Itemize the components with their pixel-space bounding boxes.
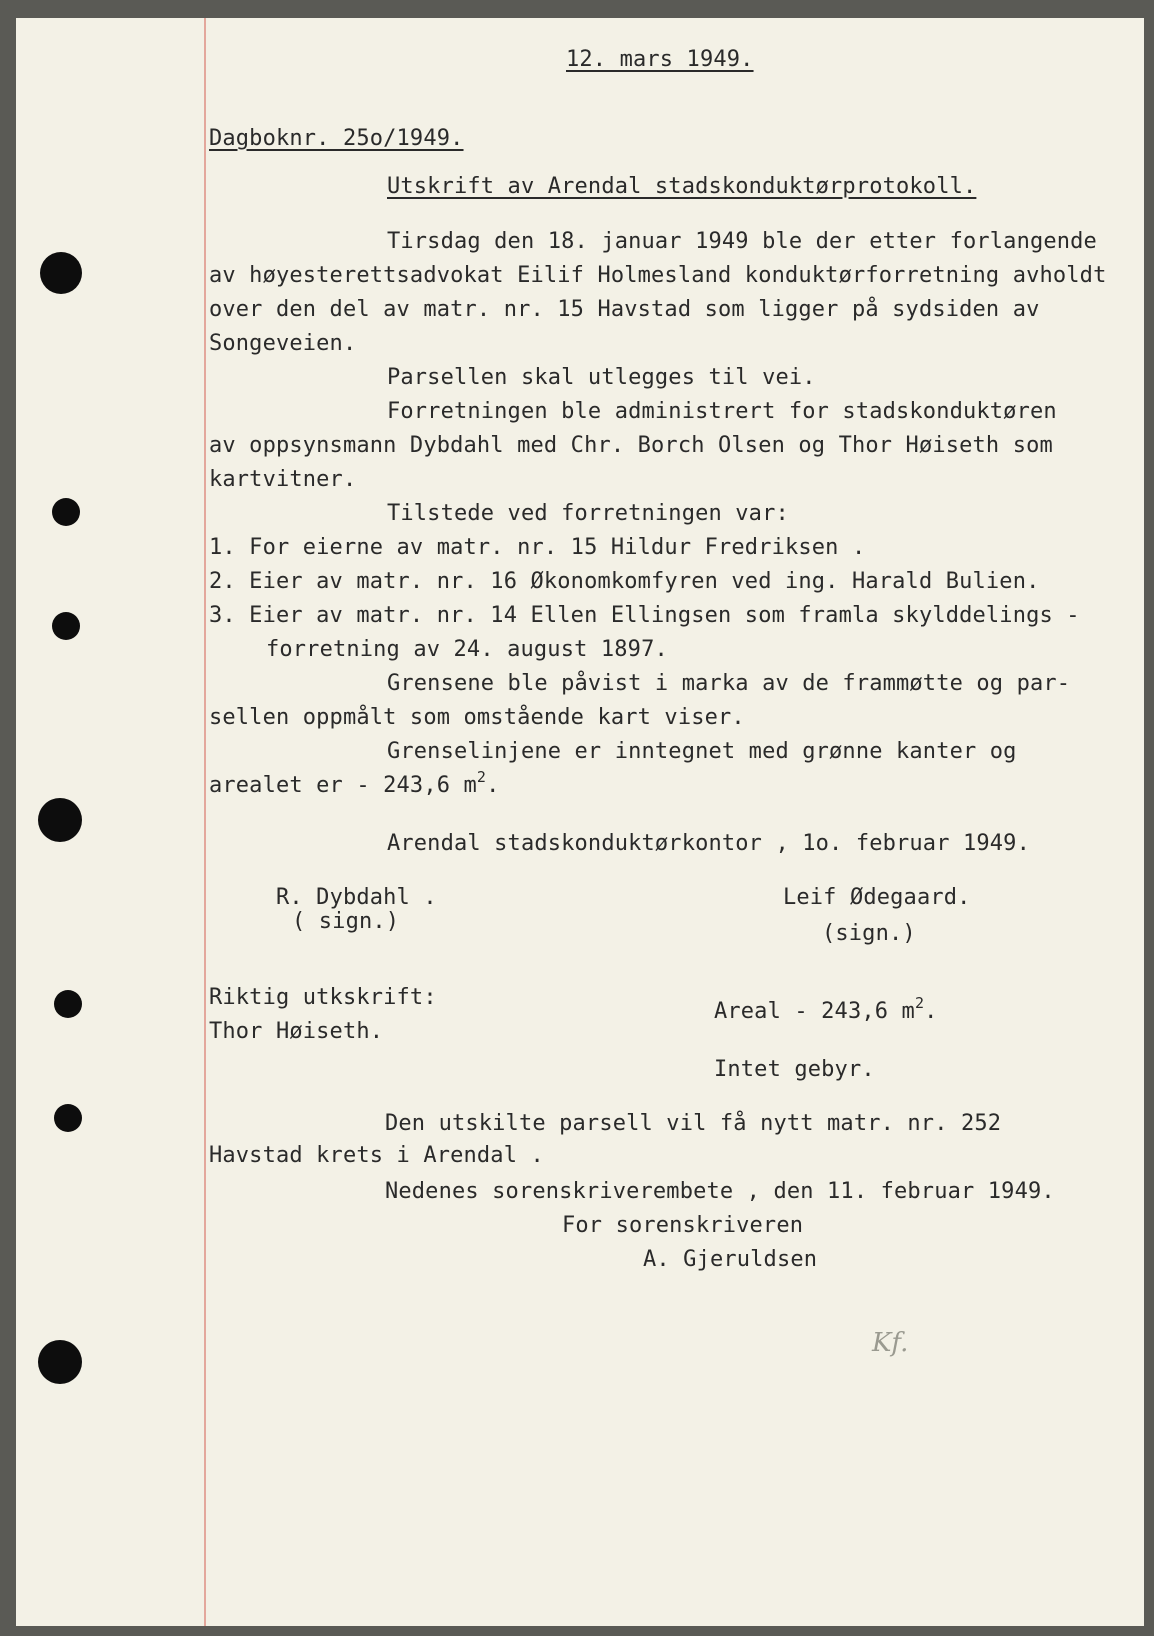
closing-line: A. Gjeruldsen (643, 1247, 818, 1272)
closing-line: Havstad krets i Arendal . (209, 1143, 544, 1168)
document-title: Utskrift av Arendal stadskonduktørprotokoll. (387, 174, 977, 199)
closing-line: For sorenskriveren (562, 1213, 804, 1238)
place-date: Arendal stadskonduktørkontor , 1o. februar 1949. (387, 831, 1030, 856)
certified-copy-label: Riktig utkskrift: (209, 985, 437, 1010)
punch-hole (52, 612, 80, 640)
area-line (209, 767, 500, 800)
area-summary-period: . (924, 999, 938, 1024)
body-line: Tirsdag den 18. januar 1949 ble der etter forlangende (387, 229, 1097, 254)
journal-number: Dagboknr. 25o/1949. (209, 126, 464, 151)
handwritten-initials: Kf. (872, 1328, 909, 1358)
body-line: Songeveien. (209, 331, 357, 356)
area-summary-superscript: 2 (914, 993, 925, 1012)
closing-line: Den utskilte parsell vil få nytt matr. nr. 252 (385, 1111, 1002, 1136)
header-date: 12. mars 1949. (566, 47, 754, 72)
body-line: Grensene ble påvist i marka av de frammøtte og par- (387, 671, 1071, 696)
punch-hole (38, 798, 82, 842)
document-page (16, 18, 1144, 1626)
closing-line: Nedenes sorenskriverembete , den 11. februar 1949. (385, 1179, 1055, 1204)
body-line: Grenselinjene er inntegnet med grønne kanter og (387, 739, 1017, 764)
body-line: av høyesterettsadvokat Eilif Holmesland konduktørforretning avholdt (209, 263, 1107, 288)
punch-hole (40, 252, 82, 294)
margin-line (204, 18, 206, 1626)
area-superscript: 2 (476, 767, 487, 786)
area-period: . (486, 773, 500, 798)
body-line: av oppsynsmann Dybdahl med Chr. Borch Olsen og Thor Høiseth som (209, 433, 1053, 458)
area-text: arealet er - 243,6 m (209, 773, 477, 798)
list-item: 1. For eierne av matr. nr. 15 Hildur Fredriksen . (209, 535, 866, 560)
signature-left-name: R. Dybdahl . (276, 885, 437, 910)
body-line: Parsellen skal utlegges til vei. (387, 365, 816, 390)
area-summary (714, 993, 938, 1026)
signature-left-sign: ( sign.) (292, 909, 400, 934)
body-line: over den del av matr. nr. 15 Havstad som ligger på sydsiden av (209, 297, 1040, 322)
certified-copy-name: Thor Høiseth. (209, 1019, 384, 1044)
body-line: Tilstede ved forretningen var: (387, 501, 789, 526)
signature-right-name: Leif Ødegaard. (783, 885, 971, 910)
area-summary-text: Areal - 243,6 m (714, 999, 915, 1024)
fee-note: Intet gebyr. (714, 1057, 875, 1082)
punch-hole (54, 1104, 82, 1132)
body-line: Forretningen ble administrert for stadskonduktøren (387, 399, 1057, 424)
signature-right-sign: (sign.) (822, 921, 916, 946)
list-item: 2. Eier av matr. nr. 16 Økonomkomfyren ved ing. Harald Bulien. (209, 569, 1040, 594)
punch-hole (54, 990, 82, 1018)
body-line: kartvitner. (209, 467, 357, 492)
punch-hole (38, 1340, 82, 1384)
list-item: 3. Eier av matr. nr. 14 Ellen Ellingsen som framla skylddelings - (209, 603, 1080, 628)
punch-hole (52, 498, 80, 526)
body-line: sellen oppmålt som omstående kart viser. (209, 705, 745, 730)
list-item-continuation: forretning av 24. august 1897. (266, 637, 668, 662)
